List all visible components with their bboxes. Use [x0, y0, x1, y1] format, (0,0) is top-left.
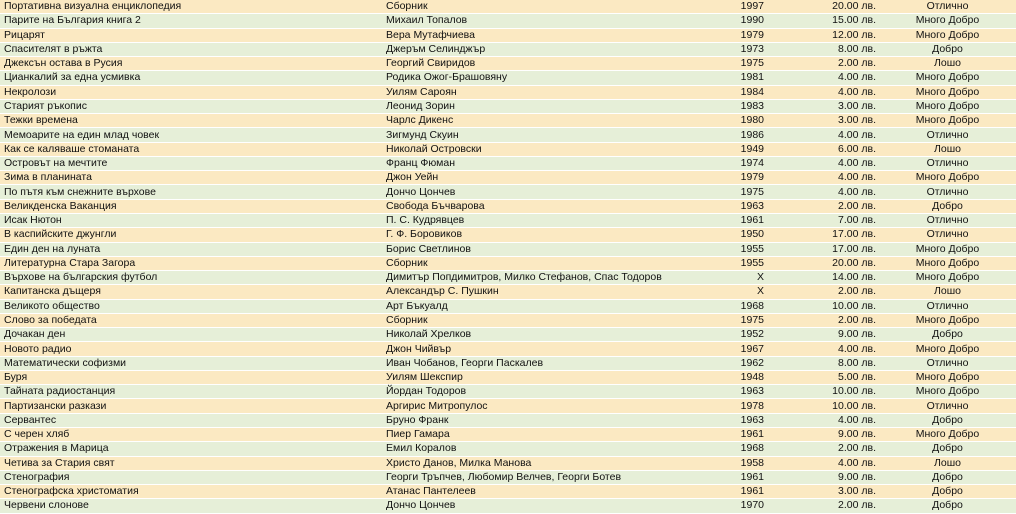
cell-price[interactable]: 9.00 лв.	[767, 427, 879, 441]
table-row	[0, 299, 1016, 313]
cell-condition[interactable]: Лошо	[879, 456, 1016, 470]
cell-price[interactable]: 6.00 лв.	[767, 142, 879, 156]
cell-title[interactable]: Великото общество	[0, 299, 382, 313]
cell-author[interactable]: Сборник	[382, 256, 705, 270]
table-row	[0, 199, 1016, 213]
cell-condition[interactable]: Лошо	[879, 285, 1016, 299]
cell-title[interactable]: Островът на мечтите	[0, 156, 382, 170]
cell-year[interactable]: 1975	[705, 313, 767, 327]
cell-price[interactable]: 4.00 лв.	[767, 156, 879, 170]
cell-condition[interactable]: Много Добро	[879, 14, 1016, 28]
cell-title[interactable]: Математически софизми	[0, 356, 382, 370]
cell-condition[interactable]: Лошо	[879, 57, 1016, 71]
cell-price[interactable]: 8.00 лв.	[767, 42, 879, 56]
cell-year[interactable]: 1997	[705, 0, 767, 14]
cell-price[interactable]: 4.00 лв.	[767, 456, 879, 470]
cell-author[interactable]: Родика Ожог-Брашовяну	[382, 71, 705, 85]
cell-condition[interactable]: Отлично	[879, 213, 1016, 227]
cell-title[interactable]: Буря	[0, 370, 382, 384]
cell-price[interactable]: 8.00 лв.	[767, 356, 879, 370]
cell-price[interactable]: 2.00 лв.	[767, 199, 879, 213]
table-row	[0, 313, 1016, 327]
cell-title[interactable]: Един ден на луната	[0, 242, 382, 256]
cell-price[interactable]: 2.00 лв.	[767, 442, 879, 456]
table-row	[0, 71, 1016, 85]
table-row	[0, 242, 1016, 256]
cell-condition[interactable]: Добро	[879, 499, 1016, 513]
cell-author[interactable]: П. С. Кудрявцев	[382, 213, 705, 227]
cell-year[interactable]: 1983	[705, 99, 767, 113]
cell-year[interactable]: 1949	[705, 142, 767, 156]
table-row	[0, 57, 1016, 71]
cell-author[interactable]: Джеръм Селинджър	[382, 42, 705, 56]
cell-price[interactable]: 20.00 лв.	[767, 256, 879, 270]
cell-author[interactable]: Емил Коралов	[382, 442, 705, 456]
cell-title[interactable]: Некролози	[0, 85, 382, 99]
cell-price[interactable]: 10.00 лв.	[767, 399, 879, 413]
cell-title[interactable]: Цианкалий за една усмивка	[0, 71, 382, 85]
cell-price[interactable]: 4.00 лв.	[767, 185, 879, 199]
table-row	[0, 485, 1016, 499]
table-row	[0, 370, 1016, 384]
cell-condition[interactable]: Отлично	[879, 228, 1016, 242]
cell-title[interactable]: Как се каляваше стоманата	[0, 142, 382, 156]
cell-author[interactable]: Зигмунд Скуин	[382, 128, 705, 142]
table-row	[0, 470, 1016, 484]
table-row	[0, 385, 1016, 399]
cell-year[interactable]: 1963	[705, 413, 767, 427]
cell-price[interactable]: 2.00 лв.	[767, 57, 879, 71]
cell-title[interactable]: Тежки времена	[0, 114, 382, 128]
cell-author[interactable]: Михаил Топалов	[382, 14, 705, 28]
cell-author[interactable]: Борис Светлинов	[382, 242, 705, 256]
cell-author[interactable]: Джон Чийвър	[382, 342, 705, 356]
cell-condition[interactable]: Отлично	[879, 0, 1016, 14]
cell-author[interactable]: Уилям Сароян	[382, 85, 705, 99]
table-row	[0, 0, 1016, 14]
cell-title[interactable]: Джексън остава в Русия	[0, 57, 382, 71]
cell-price[interactable]: 2.00 лв.	[767, 313, 879, 327]
cell-year[interactable]: 1973	[705, 42, 767, 56]
cell-year[interactable]: 1963	[705, 199, 767, 213]
cell-author[interactable]: Сборник	[382, 313, 705, 327]
cell-title[interactable]: Новото радио	[0, 342, 382, 356]
cell-title[interactable]: По пътя към снежните върхове	[0, 185, 382, 199]
cell-title[interactable]: Слово за победата	[0, 313, 382, 327]
cell-title[interactable]: Дочакан ден	[0, 328, 382, 342]
cell-title[interactable]: Отражения в Марица	[0, 442, 382, 456]
table-row	[0, 427, 1016, 441]
cell-condition[interactable]: Отлично	[879, 356, 1016, 370]
table-row	[0, 171, 1016, 185]
cell-title[interactable]: Спасителят в ръжта	[0, 42, 382, 56]
cell-title[interactable]: Портативна визуална енциклопедия	[0, 0, 382, 14]
cell-author[interactable]: Франц Фюман	[382, 156, 705, 170]
cell-condition[interactable]: Много Добро	[879, 370, 1016, 384]
cell-price[interactable]: 12.00 лв.	[767, 28, 879, 42]
cell-price[interactable]: 9.00 лв.	[767, 328, 879, 342]
cell-year[interactable]: 1967	[705, 342, 767, 356]
cell-title[interactable]: Литературна Стара Загора	[0, 256, 382, 270]
cell-author[interactable]: Дончо Цончев	[382, 185, 705, 199]
cell-year[interactable]: 1974	[705, 156, 767, 170]
cell-condition[interactable]: Отлично	[879, 156, 1016, 170]
cell-year[interactable]: X	[705, 285, 767, 299]
cell-price[interactable]: 4.00 лв.	[767, 171, 879, 185]
cell-year[interactable]: 1980	[705, 114, 767, 128]
cell-condition[interactable]: Много Добро	[879, 171, 1016, 185]
cell-condition[interactable]: Добро	[879, 442, 1016, 456]
cell-author[interactable]: Пиер Гамара	[382, 427, 705, 441]
cell-author[interactable]: Александър С. Пушкин	[382, 285, 705, 299]
cell-author[interactable]: Аргирис Митропулос	[382, 399, 705, 413]
cell-condition[interactable]: Много Добро	[879, 242, 1016, 256]
cell-year[interactable]: 1978	[705, 399, 767, 413]
cell-condition[interactable]: Отлично	[879, 128, 1016, 142]
cell-price[interactable]: 2.00 лв.	[767, 499, 879, 513]
cell-author[interactable]: Леонид Зорин	[382, 99, 705, 113]
table-row	[0, 285, 1016, 299]
cell-author[interactable]: Свобода Бъчварова	[382, 199, 705, 213]
cell-price[interactable]: 17.00 лв.	[767, 242, 879, 256]
cell-title[interactable]: Тайната радиостанция	[0, 385, 382, 399]
cell-price[interactable]: 3.00 лв.	[767, 485, 879, 499]
cell-condition[interactable]: Много Добро	[879, 28, 1016, 42]
cell-author[interactable]: Николай Хрелков	[382, 328, 705, 342]
table-row	[0, 271, 1016, 285]
cell-year[interactable]: 1950	[705, 228, 767, 242]
cell-year[interactable]: 1990	[705, 14, 767, 28]
cell-condition[interactable]: Отлично	[879, 185, 1016, 199]
cell-author[interactable]: Джон Уейн	[382, 171, 705, 185]
cell-condition[interactable]: Добро	[879, 199, 1016, 213]
cell-price[interactable]: 3.00 лв.	[767, 114, 879, 128]
cell-price[interactable]: 4.00 лв.	[767, 71, 879, 85]
cell-title[interactable]: Мемоарите на един млад човек	[0, 128, 382, 142]
cell-author[interactable]: Атанас Пантелеев	[382, 485, 705, 499]
cell-title[interactable]: Великденска Ваканция	[0, 199, 382, 213]
table-row	[0, 28, 1016, 42]
cell-title[interactable]: Капитанска дъщеря	[0, 285, 382, 299]
cell-author[interactable]: Уилям Шекспир	[382, 370, 705, 384]
table-row	[0, 85, 1016, 99]
table-row	[0, 342, 1016, 356]
cell-year[interactable]: 1952	[705, 328, 767, 342]
cell-price[interactable]: 10.00 лв.	[767, 299, 879, 313]
cell-title[interactable]: Зима в планината	[0, 171, 382, 185]
cell-price[interactable]: 4.00 лв.	[767, 342, 879, 356]
cell-condition[interactable]: Много Добро	[879, 271, 1016, 285]
cell-author[interactable]: Димитър Попдимитров, Милко Стефанов, Спас Тодоров	[382, 271, 705, 285]
cell-condition[interactable]: Много Добро	[879, 427, 1016, 441]
cell-year[interactable]: 1961	[705, 427, 767, 441]
cell-condition[interactable]: Добро	[879, 328, 1016, 342]
cell-condition[interactable]: Много Добро	[879, 313, 1016, 327]
cell-title[interactable]: Сервантес	[0, 413, 382, 427]
cell-author[interactable]: Георгий Свиридов	[382, 57, 705, 71]
cell-author[interactable]: Чарлс Дикенс	[382, 114, 705, 128]
cell-condition[interactable]: Отлично	[879, 399, 1016, 413]
table-row	[0, 413, 1016, 427]
cell-title[interactable]: Стенографска христоматия	[0, 485, 382, 499]
cell-year[interactable]: X	[705, 271, 767, 285]
cell-title[interactable]: В каспийските джунгли	[0, 228, 382, 242]
cell-year[interactable]: 1968	[705, 299, 767, 313]
cell-condition[interactable]: Лошо	[879, 142, 1016, 156]
cell-title[interactable]: Партизански разкази	[0, 399, 382, 413]
table-row	[0, 185, 1016, 199]
cell-year[interactable]: 1961	[705, 485, 767, 499]
cell-condition[interactable]: Много Добро	[879, 114, 1016, 128]
cell-price[interactable]: 10.00 лв.	[767, 385, 879, 399]
table-row	[0, 42, 1016, 56]
cell-condition[interactable]: Много Добро	[879, 342, 1016, 356]
cell-year[interactable]: 1970	[705, 499, 767, 513]
cell-author[interactable]: Дончо Цончев	[382, 499, 705, 513]
cell-year[interactable]: 1975	[705, 185, 767, 199]
cell-condition[interactable]: Добро	[879, 485, 1016, 499]
table-row	[0, 256, 1016, 270]
cell-author[interactable]: Йордан Тодоров	[382, 385, 705, 399]
table-row	[0, 456, 1016, 470]
cell-author[interactable]: Сборник	[382, 0, 705, 14]
cell-author[interactable]: Николай Островски	[382, 142, 705, 156]
cell-year[interactable]: 1975	[705, 57, 767, 71]
cell-price[interactable]: 15.00 лв.	[767, 14, 879, 28]
cell-title[interactable]: Четива за Стария свят	[0, 456, 382, 470]
cell-year[interactable]: 1979	[705, 171, 767, 185]
cell-condition[interactable]: Много Добро	[879, 85, 1016, 99]
cell-year[interactable]: 1968	[705, 442, 767, 456]
cell-price[interactable]: 9.00 лв.	[767, 470, 879, 484]
table-row	[0, 14, 1016, 28]
cell-price[interactable]: 7.00 лв.	[767, 213, 879, 227]
cell-price[interactable]: 5.00 лв.	[767, 370, 879, 384]
table-row	[0, 356, 1016, 370]
table-row	[0, 228, 1016, 242]
cell-title[interactable]: Рицарят	[0, 28, 382, 42]
cell-year[interactable]: 1961	[705, 213, 767, 227]
table-row	[0, 128, 1016, 142]
cell-year[interactable]: 1979	[705, 28, 767, 42]
cell-price[interactable]: 4.00 лв.	[767, 85, 879, 99]
table-row	[0, 499, 1016, 513]
cell-price[interactable]: 17.00 лв.	[767, 228, 879, 242]
table-row	[0, 213, 1016, 227]
cell-price[interactable]: 2.00 лв.	[767, 285, 879, 299]
cell-price[interactable]: 20.00 лв.	[767, 0, 879, 14]
cell-condition[interactable]: Отлично	[879, 299, 1016, 313]
table-row	[0, 114, 1016, 128]
cell-price[interactable]: 14.00 лв.	[767, 271, 879, 285]
cell-title[interactable]: Парите на България книга 2	[0, 14, 382, 28]
cell-author[interactable]: Вера Мутафчиева	[382, 28, 705, 42]
cell-condition[interactable]: Добро	[879, 42, 1016, 56]
cell-condition[interactable]: Добро	[879, 470, 1016, 484]
cell-condition[interactable]: Много Добро	[879, 99, 1016, 113]
cell-author[interactable]: Христо Данов, Милка Манова	[382, 456, 705, 470]
cell-title[interactable]: Червени слонове	[0, 499, 382, 513]
cell-title[interactable]: С черен хляб	[0, 427, 382, 441]
table-row	[0, 142, 1016, 156]
cell-title[interactable]: Върхове на българския футбол	[0, 271, 382, 285]
cell-condition[interactable]: Добро	[879, 413, 1016, 427]
cell-year[interactable]: 1955	[705, 256, 767, 270]
table-row	[0, 328, 1016, 342]
cell-year[interactable]: 1948	[705, 370, 767, 384]
cell-year[interactable]: 1986	[705, 128, 767, 142]
cell-title[interactable]: Стенография	[0, 470, 382, 484]
cell-year[interactable]: 1955	[705, 242, 767, 256]
cell-author[interactable]: Г. Ф. Боровиков	[382, 228, 705, 242]
cell-year[interactable]: 1981	[705, 71, 767, 85]
cell-condition[interactable]: Много Добро	[879, 71, 1016, 85]
table-row	[0, 399, 1016, 413]
cell-year[interactable]: 1984	[705, 85, 767, 99]
table-row	[0, 99, 1016, 113]
cell-year[interactable]: 1962	[705, 356, 767, 370]
cell-year[interactable]: 1958	[705, 456, 767, 470]
table-row	[0, 156, 1016, 170]
cell-price[interactable]: 3.00 лв.	[767, 99, 879, 113]
cell-price[interactable]: 4.00 лв.	[767, 128, 879, 142]
cell-title[interactable]: Исак Нютон	[0, 213, 382, 227]
cell-price[interactable]: 4.00 лв.	[767, 413, 879, 427]
cell-title[interactable]: Старият ръкопис	[0, 99, 382, 113]
cell-author[interactable]: Георги Тръпчев, Любомир Велчев, Георги Ботев	[382, 470, 705, 484]
cell-condition[interactable]: Много Добро	[879, 256, 1016, 270]
table-row	[0, 442, 1016, 456]
cell-year[interactable]: 1963	[705, 385, 767, 399]
cell-author[interactable]: Арт Бъкуалд	[382, 299, 705, 313]
cell-condition[interactable]: Много Добро	[879, 385, 1016, 399]
cell-author[interactable]: Бруно Франк	[382, 413, 705, 427]
cell-year[interactable]: 1961	[705, 470, 767, 484]
cell-author[interactable]: Иван Чобанов, Георги Паскалев	[382, 356, 705, 370]
